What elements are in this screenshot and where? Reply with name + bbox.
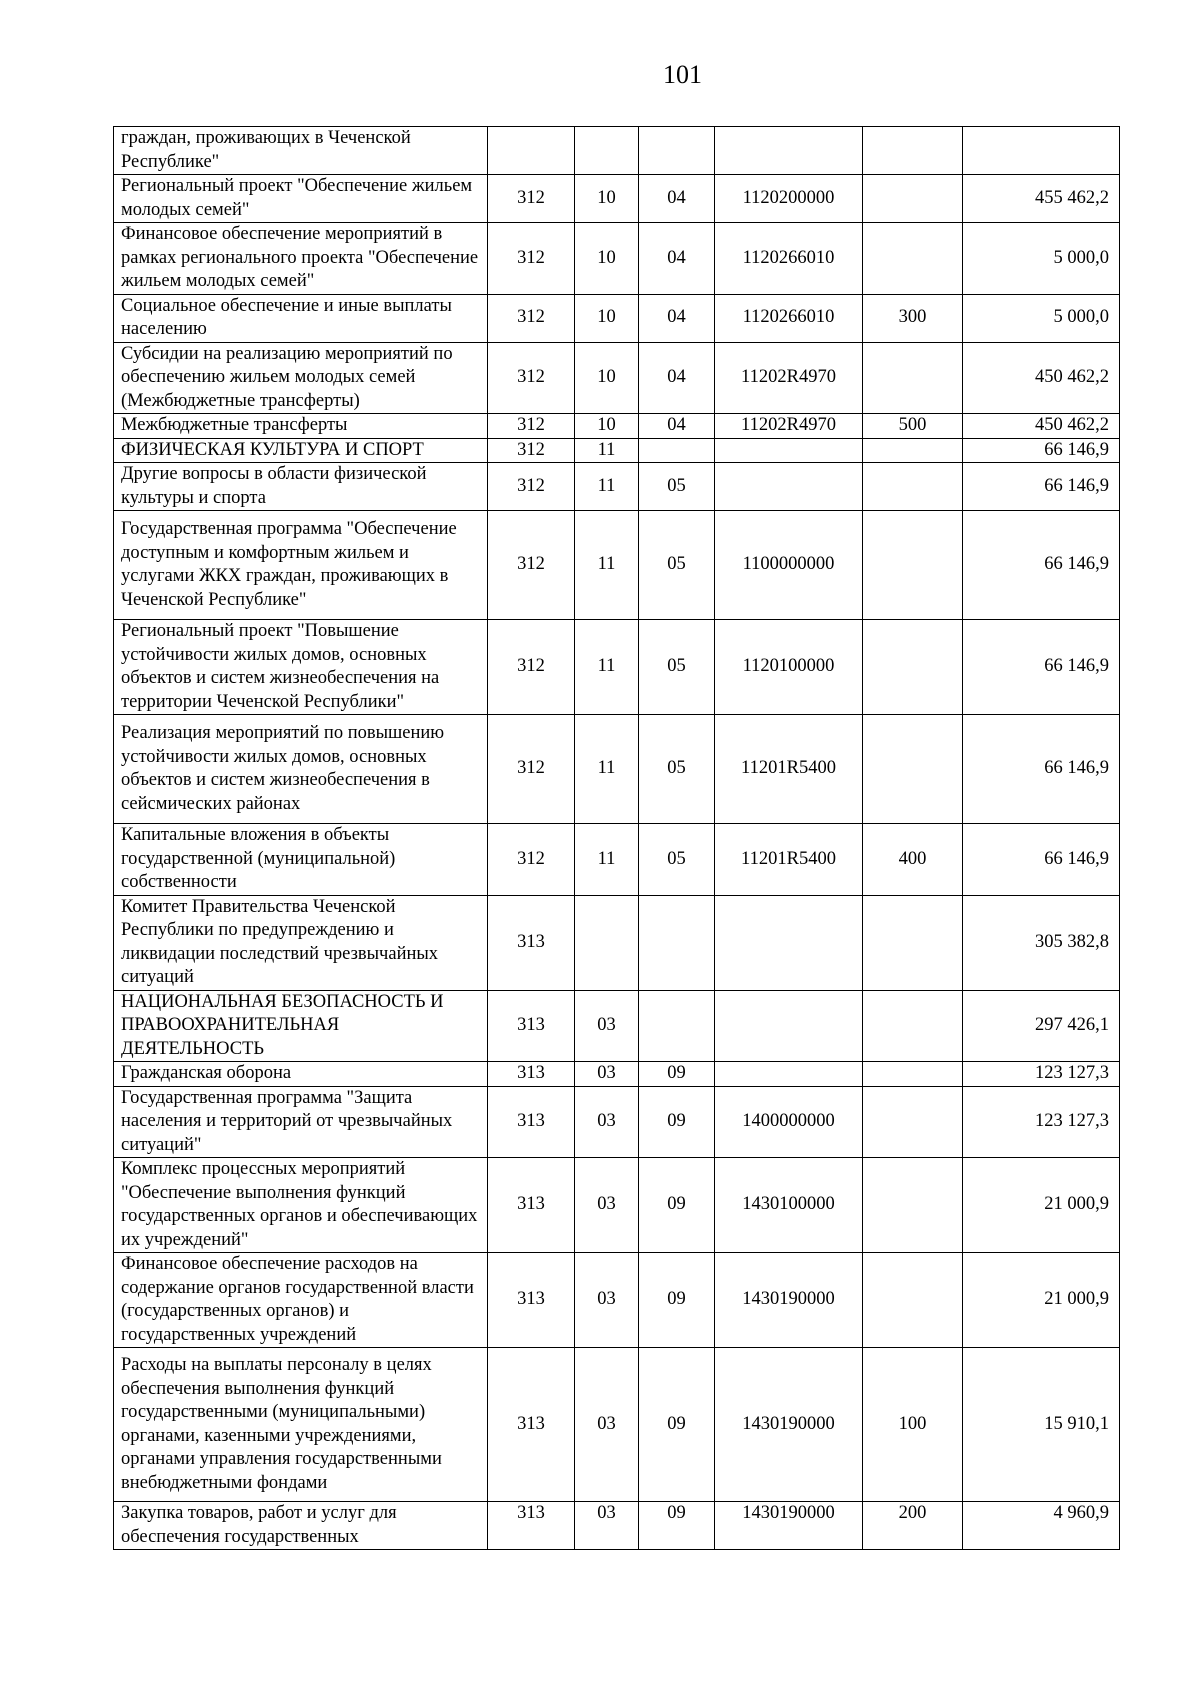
target-article-cell: [715, 127, 863, 175]
row-name-cell: Региональный проект "Обеспечение жильем молодых семей": [114, 175, 488, 223]
section-code-cell: 10: [575, 294, 639, 342]
target-article-cell: 11201R5400: [715, 824, 863, 896]
row-name-cell: Государственная программа "Защита населения и территорий от чрезвычайных ситуаций": [114, 1086, 488, 1158]
row-name-cell: Межбюджетные трансферты: [114, 414, 488, 439]
subsection-code-cell: 09: [639, 1158, 715, 1253]
row-name-cell: ФИЗИЧЕСКАЯ КУЛЬТУРА И СПОРТ: [114, 438, 488, 463]
table-row: [114, 463, 1120, 511]
table-body: [114, 127, 1120, 1550]
row-name-cell: Комитет Правительства Чеченской Республики по предупреждению и ликвидации последствий чрезвычайных ситуаций: [114, 895, 488, 990]
subsection-code-cell: 09: [639, 1086, 715, 1158]
expense-type-cell: [863, 342, 963, 414]
amount-cell: 21 000,9: [963, 1253, 1120, 1348]
table-row: [114, 1086, 1120, 1158]
target-article-cell: 1100000000: [715, 511, 863, 620]
ministry-code-cell: 312: [488, 463, 575, 511]
subsection-code-cell: 05: [639, 824, 715, 896]
table-row: [114, 511, 1120, 620]
target-article-cell: 1120266010: [715, 294, 863, 342]
section-code-cell: 10: [575, 175, 639, 223]
amount-cell: 15 910,1: [963, 1348, 1120, 1502]
section-code-cell: 11: [575, 511, 639, 620]
amount-cell: 450 462,2: [963, 342, 1120, 414]
target-article-cell: 11201R5400: [715, 715, 863, 824]
section-code-cell: 11: [575, 620, 639, 715]
expense-type-cell: [863, 1086, 963, 1158]
table-row: [114, 895, 1120, 990]
ministry-code-cell: 313: [488, 990, 575, 1062]
table-row: [114, 824, 1120, 896]
target-article-cell: 11202R4970: [715, 414, 863, 439]
ministry-code-cell: 313: [488, 1158, 575, 1253]
amount-cell: 123 127,3: [963, 1062, 1120, 1087]
table-row: [114, 127, 1120, 175]
subsection-code-cell: 09: [639, 1502, 715, 1550]
ministry-code-cell: 312: [488, 511, 575, 620]
ministry-code-cell: 313: [488, 1253, 575, 1348]
ministry-code-cell: 312: [488, 175, 575, 223]
ministry-code-cell: 312: [488, 715, 575, 824]
subsection-code-cell: 09: [639, 1348, 715, 1502]
section-code-cell: 03: [575, 1502, 639, 1550]
amount-cell: 4 960,9: [963, 1502, 1120, 1550]
amount-cell: 66 146,9: [963, 620, 1120, 715]
target-article-cell: [715, 1062, 863, 1087]
expense-type-cell: [863, 438, 963, 463]
target-article-cell: 1120100000: [715, 620, 863, 715]
subsection-code-cell: 04: [639, 223, 715, 295]
ministry-code-cell: 313: [488, 895, 575, 990]
subsection-code-cell: 04: [639, 175, 715, 223]
target-article-cell: 1430190000: [715, 1502, 863, 1550]
subsection-code-cell: [639, 990, 715, 1062]
amount-cell: 297 426,1: [963, 990, 1120, 1062]
target-article-cell: [715, 990, 863, 1062]
target-article-cell: 1430190000: [715, 1253, 863, 1348]
row-name-cell: граждан, проживающих в Чеченской Республике": [114, 127, 488, 175]
row-name-cell: Другие вопросы в области физической культуры и спорта: [114, 463, 488, 511]
table-row: [114, 1348, 1120, 1502]
target-article-cell: 11202R4970: [715, 342, 863, 414]
expense-type-cell: [863, 223, 963, 295]
subsection-code-cell: [639, 895, 715, 990]
ministry-code-cell: 312: [488, 620, 575, 715]
expense-type-cell: [863, 990, 963, 1062]
amount-cell: 66 146,9: [963, 824, 1120, 896]
table-row: [114, 620, 1120, 715]
section-code-cell: 03: [575, 1348, 639, 1502]
row-name-cell: Комплекс процессных мероприятий "Обеспечение выполнения функций государственных органов и обеспечивающих их учреждений": [114, 1158, 488, 1253]
expense-type-cell: [863, 620, 963, 715]
amount-cell: 450 462,2: [963, 414, 1120, 439]
ministry-code-cell: 312: [488, 438, 575, 463]
target-article-cell: [715, 895, 863, 990]
ministry-code-cell: 312: [488, 223, 575, 295]
table-row: [114, 438, 1120, 463]
ministry-code-cell: [488, 127, 575, 175]
amount-cell: 66 146,9: [963, 438, 1120, 463]
target-article-cell: 1120266010: [715, 223, 863, 295]
row-name-cell: Реализация мероприятий по повышению устойчивости жилых домов, основных объектов и систем жизнеобеспечения в сейсмических районах: [114, 715, 488, 824]
amount-cell: 305 382,8: [963, 895, 1120, 990]
ministry-code-cell: 312: [488, 824, 575, 896]
ministry-code-cell: 313: [488, 1348, 575, 1502]
subsection-code-cell: 04: [639, 342, 715, 414]
target-article-cell: [715, 463, 863, 511]
row-name-cell: Социальное обеспечение и иные выплаты населению: [114, 294, 488, 342]
table-row: [114, 414, 1120, 439]
expense-type-cell: 500: [863, 414, 963, 439]
row-name-cell: Региональный проект "Повышение устойчивости жилых домов, основных объектов и систем жизнеобеспечения на территории Чеченской Республики": [114, 620, 488, 715]
amount-cell: 5 000,0: [963, 294, 1120, 342]
table-row: [114, 294, 1120, 342]
amount-cell: 455 462,2: [963, 175, 1120, 223]
expense-type-cell: [863, 1158, 963, 1253]
table-row: [114, 175, 1120, 223]
expense-type-cell: [863, 511, 963, 620]
table-row: [114, 223, 1120, 295]
table-row: [114, 1253, 1120, 1348]
target-article-cell: 1430100000: [715, 1158, 863, 1253]
subsection-code-cell: 05: [639, 511, 715, 620]
section-code-cell: 03: [575, 1158, 639, 1253]
expense-type-cell: 200: [863, 1502, 963, 1550]
ministry-code-cell: 312: [488, 342, 575, 414]
table-row: [114, 1502, 1120, 1550]
expense-type-cell: [863, 1062, 963, 1087]
row-name-cell: Гражданская оборона: [114, 1062, 488, 1087]
budget-table: [113, 126, 1120, 1550]
target-article-cell: [715, 438, 863, 463]
section-code-cell: 10: [575, 223, 639, 295]
section-code-cell: [575, 895, 639, 990]
section-code-cell: 11: [575, 438, 639, 463]
row-name-cell: Финансовое обеспечение мероприятий в рамках регионального проекта "Обеспечение жильем молодых семей": [114, 223, 488, 295]
subsection-code-cell: 05: [639, 715, 715, 824]
expense-type-cell: 400: [863, 824, 963, 896]
row-name-cell: Финансовое обеспечение расходов на содержание органов государственной власти (государственных органов) и государственных учреждений: [114, 1253, 488, 1348]
ministry-code-cell: 313: [488, 1062, 575, 1087]
expense-type-cell: 300: [863, 294, 963, 342]
amount-cell: 66 146,9: [963, 463, 1120, 511]
section-code-cell: 10: [575, 414, 639, 439]
target-article-cell: 1400000000: [715, 1086, 863, 1158]
section-code-cell: 03: [575, 1062, 639, 1087]
table-row: [114, 342, 1120, 414]
table-row: [114, 1158, 1120, 1253]
row-name-cell: Государственная программа "Обеспечение доступным и комфортным жильем и услугами ЖКХ граждан, проживающих в Чеченской Республике": [114, 511, 488, 620]
amount-cell: 66 146,9: [963, 511, 1120, 620]
subsection-code-cell: 09: [639, 1253, 715, 1348]
expense-type-cell: [863, 175, 963, 223]
amount-cell: 66 146,9: [963, 715, 1120, 824]
table-row: [114, 1062, 1120, 1087]
expense-type-cell: [863, 463, 963, 511]
subsection-code-cell: [639, 127, 715, 175]
page-number: 101: [663, 60, 702, 89]
expense-type-cell: [863, 127, 963, 175]
section-code-cell: 11: [575, 463, 639, 511]
ministry-code-cell: 312: [488, 294, 575, 342]
section-code-cell: 10: [575, 342, 639, 414]
subsection-code-cell: 04: [639, 414, 715, 439]
row-name-cell: НАЦИОНАЛЬНАЯ БЕЗОПАСНОСТЬ И ПРАВООХРАНИТЕЛЬНАЯ ДЕЯТЕЛЬНОСТЬ: [114, 990, 488, 1062]
expense-type-cell: [863, 895, 963, 990]
subsection-code-cell: [639, 438, 715, 463]
amount-cell: 21 000,9: [963, 1158, 1120, 1253]
subsection-code-cell: 04: [639, 294, 715, 342]
section-code-cell: 03: [575, 1086, 639, 1158]
expense-type-cell: [863, 1253, 963, 1348]
row-name-cell: Закупка товаров, работ и услуг для обеспечения государственных: [114, 1502, 488, 1550]
section-code-cell: 03: [575, 1253, 639, 1348]
table-row: [114, 990, 1120, 1062]
row-name-cell: Расходы на выплаты персоналу в целях обеспечения выполнения функций государственными (муниципальными) органами, казенными учреждениями, органами управления государственными внебюджетными фондами: [114, 1348, 488, 1502]
subsection-code-cell: 05: [639, 620, 715, 715]
amount-cell: [963, 127, 1120, 175]
section-code-cell: [575, 127, 639, 175]
amount-cell: 123 127,3: [963, 1086, 1120, 1158]
target-article-cell: 1430190000: [715, 1348, 863, 1502]
target-article-cell: 1120200000: [715, 175, 863, 223]
row-name-cell: Субсидии на реализацию мероприятий по обеспечению жильем молодых семей (Межбюджетные трансферты): [114, 342, 488, 414]
ministry-code-cell: 312: [488, 414, 575, 439]
section-code-cell: 03: [575, 990, 639, 1062]
table-row: [114, 715, 1120, 824]
expense-type-cell: 100: [863, 1348, 963, 1502]
row-name-cell: Капитальные вложения в объекты государственной (муниципальной) собственности: [114, 824, 488, 896]
section-code-cell: 11: [575, 715, 639, 824]
subsection-code-cell: 05: [639, 463, 715, 511]
expense-type-cell: [863, 715, 963, 824]
ministry-code-cell: 313: [488, 1502, 575, 1550]
section-code-cell: 11: [575, 824, 639, 896]
ministry-code-cell: 313: [488, 1086, 575, 1158]
amount-cell: 5 000,0: [963, 223, 1120, 295]
subsection-code-cell: 09: [639, 1062, 715, 1087]
